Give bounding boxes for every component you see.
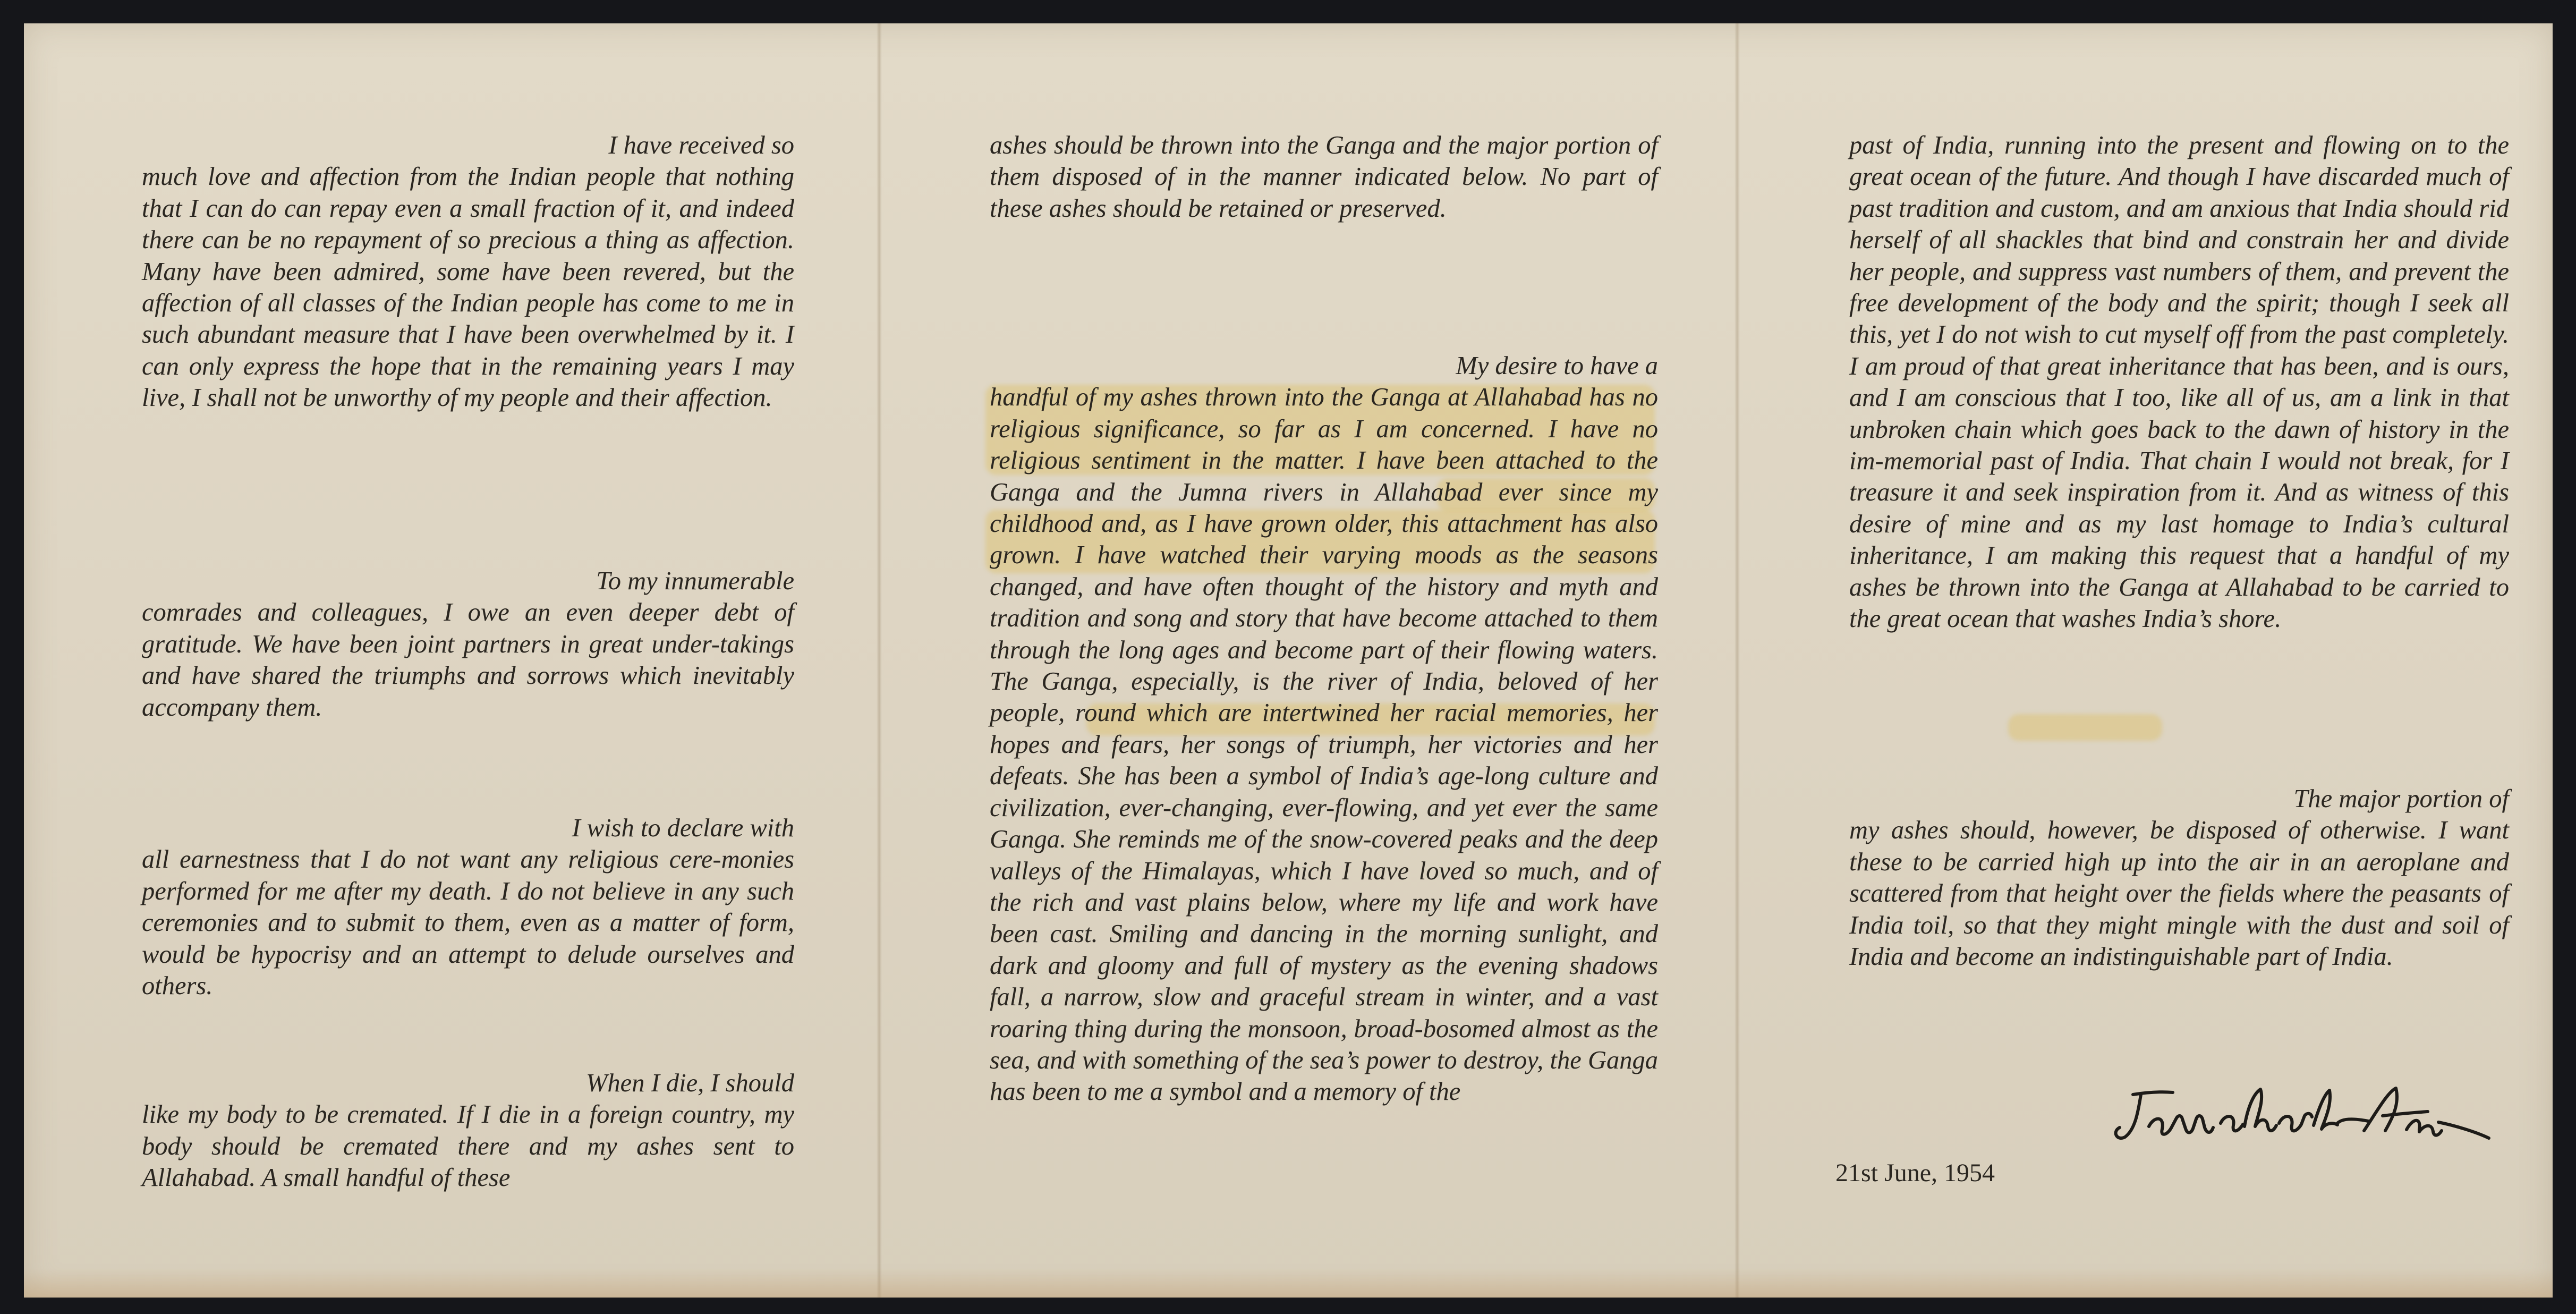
fold-line [877, 23, 882, 1298]
paragraph-lead: I wish to declare with [572, 814, 794, 842]
signature [2109, 1079, 2492, 1153]
paragraph [142, 812, 794, 1002]
paper-stain [24, 1268, 2553, 1298]
paragraph [990, 350, 1658, 1108]
paragraph-text: ashes should be thrown into the Ganga and the major portion of them disposed of in the manner indicated below. No part of these ashes should be retained or preserved. [990, 131, 1658, 223]
paragraph-text: my ashes should, however, be disposed of otherwise. I want these to be carried high up into the air in an aeroplane and scattered from that height over the fields where the peasants of India toil, so that they might mingle with the dust and soil of India and become an indistinguishable part of India. [1849, 816, 2509, 971]
paragraph-text: much love and affection from the Indian people that nothing that I can do can repay even a small fraction of it, and indeed there can be no repayment of so precious a thing as affection. Many have been admired, some have been revered, but the affection of all classes of the Indian people has come to me in such abundant measure that I have been overwhelmed by it. I can only express the hope that in the remaining years I may live, I shall not be unworthy of my people and their affection. [142, 163, 794, 412]
paragraph [990, 130, 1658, 224]
fold-line [1735, 23, 1740, 1298]
paragraph [142, 130, 794, 414]
paragraph-lead: The major portion of [2293, 785, 2509, 813]
paragraph [1849, 783, 2509, 972]
highlight-mark [2008, 714, 2162, 741]
paragraph-text: all earnestness that I do not want any religious cere-monies performed for me after my death. I do not believe in any such ceremonies and to submit to them, even as a matter of form, would be hypocrisy and an attempt to delude ourselves and others. [142, 845, 794, 1001]
paragraph [142, 565, 794, 723]
paragraph-lead: My desire to have a [1456, 352, 1658, 380]
paragraph [142, 1067, 794, 1194]
paragraph-text: like my body to be cremated. If I die in a foreign country, my body should be cremated there and my ashes sent to Allahabad. A small handful of these [142, 1100, 794, 1192]
letter-date: 21st June, 1954 [1835, 1159, 1995, 1187]
paragraph [1849, 130, 2509, 635]
paragraph-text: comrades and colleagues, I owe an even deeper debt of gratitude. We have been joint partners in great under-takings and have shared the triumphs and sorrows which inevitably accompany them. [142, 598, 794, 722]
paragraph-lead: I have received so [608, 131, 794, 159]
paragraph-lead: When I die, I should [586, 1069, 794, 1097]
paragraph-text: past of India, running into the present and flowing on to the great ocean of the future. And though I have discarded much of past tradition and custom, and am anxious that India should rid herself of all shackles that bind and constrain her and divide her people, and suppress vast numbers of them, and prevent the free development of the body and the spirit; though I seek all this, yet I do not wish to cut myself off from the past completely. I am proud of that great inheritance that has been, and is ours, and I am conscious that I too, like all of us, am a link in that unbroken chain which goes back to the dawn of history in the im-memorial past of India. That chain I would not break, for I treasure it and seek inspiration from it. And as witness of this desire of mine and as my last homage to India’s cultural inheritance, I am making this request that a handful of my ashes be thrown into the Ganga at Allahabad to be carried to the great ocean that washes India’s shore. [1849, 131, 2509, 633]
paragraph-text: handful of my ashes thrown into the Ganga at Allahabad has no religious significance, so far as I am concerned. I have no religious sentiment in the matter. I have been attached to the Ganga and the Jumna rivers in Allahabad ever since my childhood and, as I have grown older, this attachment has also grown. I have watched their varying moods as the seasons changed, and have often thought of the history and myth and tradition and song and story that have become attached to them through the long ages and become part of their flowing waters. The Ganga, especially, is the river of India, beloved of her people, round which are intertwined her racial memories, her hopes and fears, her songs of triumph, her victories and her defeats. She has been a symbol of India’s age-long culture and civilization, ever-changing, ever-flowing, and yet ever the same Ganga. She reminds me of the snow-covered peaks and the deep valleys of the Himalayas, which I have loved so much, and of the rich and vast plains below, where my life and work have been cast. Smiling and dancing in the morning sunlight, and dark and gloomy and full of mystery as the evening shadows fall, a narrow, slow and graceful stream in winter, and a vast roaring thing during the monsoon, broad-bosomed almost as the sea, and with something of the sea’s power to destroy, the Ganga has been to me a symbol and a memory of the [990, 383, 1658, 1106]
paragraph-lead: To my innumerable [596, 567, 794, 595]
